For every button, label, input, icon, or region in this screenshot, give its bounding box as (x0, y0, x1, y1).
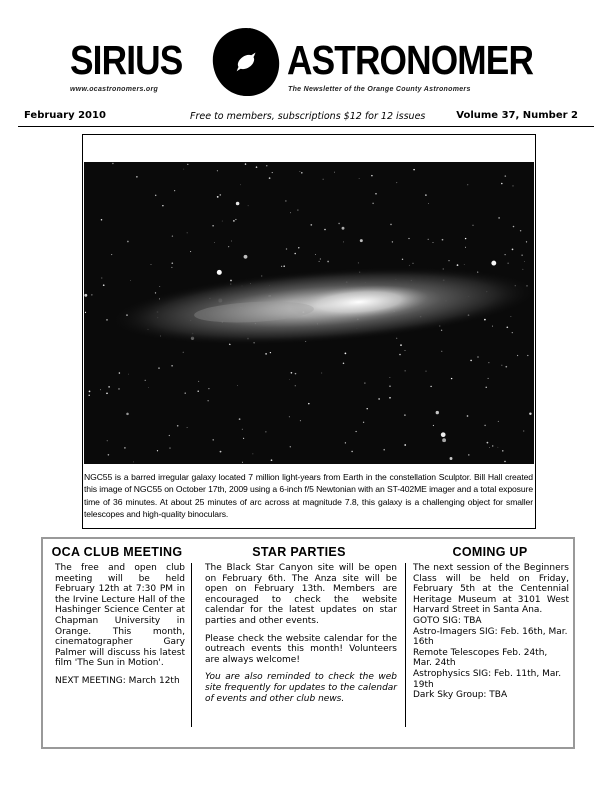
star (159, 286, 160, 287)
star (84, 294, 87, 297)
photo-caption: NGC55 is a barred irregular galaxy located 7 million light-years from Earth in the constellation Sculptor. Bill Hall created this image of NGC55 on October 17th, 2009 using a 6-inch f/5 Newtonian with an ST-402ME imager and a total exposure time of 36 minutes. At about 25 minutes of arc across at magnitude 7.8, this galaxy is a challenging object for smaller telescopes and high-quality binoculars. (84, 472, 533, 520)
star (217, 170, 218, 171)
star (511, 316, 512, 317)
star (162, 205, 163, 206)
issue-volume: Volume 37, Number 2 (456, 110, 578, 121)
star (498, 217, 500, 219)
star (488, 362, 489, 363)
star-parties-text-1: The Black Star Canyon site will be open on February 6th. The Anza site will be open on February 13th. Members are encouraged to check the website calendar for the latest updates on star parties and other events. (205, 563, 397, 626)
star (290, 446, 291, 447)
star (405, 350, 406, 351)
star (212, 225, 214, 227)
star (517, 355, 518, 356)
star (245, 163, 246, 164)
star (428, 239, 429, 240)
star (375, 193, 377, 195)
star (351, 451, 352, 452)
star (390, 377, 391, 378)
star (477, 356, 478, 357)
star (359, 178, 360, 179)
star (465, 238, 466, 239)
star (358, 262, 359, 263)
events-box (41, 537, 575, 749)
star (124, 447, 126, 449)
event-item: Astro-Imagers SIG: Feb. 16th, Mar. 16th (413, 626, 568, 648)
star (308, 403, 310, 405)
star (106, 392, 108, 394)
star (442, 438, 446, 442)
star (505, 175, 506, 176)
star (315, 254, 316, 255)
star (343, 363, 345, 365)
star (301, 172, 303, 174)
star (107, 440, 108, 441)
star (432, 242, 433, 243)
star (433, 425, 434, 426)
star (505, 366, 507, 368)
star (265, 431, 266, 432)
website-url: www.ocastronomers.org (70, 86, 159, 93)
subscription-price: Free to members, subscriptions $12 for 12 issues (190, 111, 426, 122)
star (157, 450, 158, 451)
star (133, 462, 134, 463)
star (489, 447, 490, 448)
star (396, 338, 397, 339)
star (214, 242, 215, 243)
star (502, 365, 503, 366)
star (128, 374, 129, 375)
star (119, 372, 121, 374)
star (242, 462, 243, 463)
star (197, 391, 198, 392)
star (513, 226, 515, 228)
star (321, 373, 322, 374)
photo-frame (82, 134, 536, 529)
star (300, 420, 301, 421)
star (208, 400, 209, 401)
star (338, 223, 339, 224)
galaxy-photo (84, 162, 534, 464)
star (451, 378, 452, 379)
club-meeting-column (43, 539, 191, 747)
star (526, 241, 527, 242)
star (103, 284, 105, 286)
club-meeting-text: The free and open club meeting will be held February 12th at 7:30 PM in the Irvine Lecture Hall of the Hashinger Science Center at Chapman University in Orange. This month, cinematographer Gary Palmer will discuss his latest film 'The Sun in Motion'. (55, 563, 185, 669)
star (297, 210, 298, 211)
star (404, 414, 406, 416)
star (487, 442, 489, 444)
star (270, 352, 271, 353)
star (465, 247, 466, 248)
star (324, 229, 326, 231)
club-meeting-body (55, 563, 185, 694)
star (520, 230, 521, 231)
event-item: Remote Telescopes Feb. 24th, Mar. 24th (413, 647, 548, 669)
star (310, 224, 312, 226)
star (484, 425, 486, 427)
star (408, 238, 409, 239)
star (126, 413, 129, 416)
star (177, 425, 179, 427)
star (231, 241, 232, 242)
star (169, 435, 170, 436)
star (155, 195, 156, 196)
star (112, 163, 113, 164)
star (271, 459, 273, 461)
star (239, 418, 241, 420)
star (289, 416, 290, 417)
star (100, 389, 101, 390)
star (402, 259, 403, 260)
star (383, 449, 385, 451)
star (213, 439, 214, 440)
swirl-logo-icon (207, 24, 285, 100)
star (527, 355, 528, 356)
star (436, 411, 439, 414)
star (492, 326, 493, 327)
star (441, 330, 442, 331)
star (521, 255, 522, 256)
star (240, 184, 241, 185)
event-item: Dark Sky Group: TBA (413, 690, 508, 701)
star (464, 264, 465, 265)
star (106, 319, 107, 320)
star (523, 269, 524, 270)
club-meeting-title: OCA CLUB MEETING (51, 545, 183, 559)
star (266, 165, 267, 166)
star (253, 454, 254, 455)
star (88, 395, 89, 396)
star (501, 183, 503, 185)
star (364, 383, 365, 384)
star (219, 194, 221, 196)
star (171, 365, 173, 367)
star (392, 241, 393, 242)
star (172, 235, 173, 236)
issue-bar (18, 110, 594, 127)
star (127, 241, 129, 243)
star (371, 175, 373, 177)
star (300, 171, 301, 172)
star (244, 255, 248, 259)
star (363, 422, 364, 423)
star (413, 169, 415, 171)
star (294, 253, 296, 255)
star (145, 380, 146, 381)
star (283, 265, 285, 267)
star (450, 457, 453, 460)
star (390, 224, 392, 226)
star (237, 385, 238, 386)
star (111, 254, 112, 255)
star (488, 378, 489, 379)
masthead-title-left: SIRIUS (70, 37, 183, 83)
star (327, 261, 329, 263)
star (217, 270, 222, 275)
star (470, 360, 472, 362)
star (91, 294, 92, 295)
star (101, 219, 103, 221)
star (513, 185, 514, 186)
star (343, 241, 344, 242)
issue-date: February 2010 (24, 110, 106, 121)
star (298, 247, 299, 248)
star-parties-body (205, 563, 397, 711)
star (498, 421, 499, 422)
star (441, 432, 446, 437)
star (130, 280, 131, 281)
beginners-class-text: The next session of the Beginners Class will be held on Friday, February 5th at the Centennial Heritage Museum at 3101 West Harvard Street in Santa Ana. (413, 563, 569, 616)
star (169, 448, 170, 449)
star (430, 386, 431, 387)
star (285, 200, 286, 201)
star (504, 254, 505, 255)
star (512, 332, 513, 333)
star (101, 277, 102, 278)
star (396, 182, 397, 183)
star (174, 190, 175, 191)
coming-up-body (413, 563, 569, 701)
star (412, 263, 413, 264)
star (405, 370, 406, 371)
star (148, 387, 149, 388)
star (428, 203, 429, 204)
star (222, 221, 223, 222)
star (187, 164, 188, 165)
star (529, 412, 531, 414)
star (506, 326, 508, 328)
star (319, 261, 320, 262)
star (118, 388, 120, 390)
star (524, 261, 525, 262)
star-parties-text-3: You are also reminded to check the web site frequently for updates to the calendar of events and other club news. (205, 672, 397, 704)
star (372, 203, 373, 204)
star (345, 442, 346, 443)
star (136, 176, 137, 177)
coming-up-column (407, 539, 573, 747)
coming-up-title: COMING UP (452, 545, 528, 559)
star (473, 225, 474, 226)
star (185, 393, 186, 394)
star (320, 259, 321, 260)
column-divider (191, 563, 192, 727)
star (265, 353, 267, 355)
star (289, 379, 290, 380)
star (108, 454, 110, 456)
star (389, 385, 390, 386)
star (441, 351, 442, 352)
star (286, 248, 287, 249)
star (334, 172, 335, 173)
star (151, 264, 152, 265)
star (486, 387, 487, 388)
star (269, 177, 271, 179)
star (457, 264, 459, 266)
star (502, 450, 503, 451)
star (425, 194, 427, 196)
star (512, 249, 514, 251)
star (467, 184, 468, 185)
star (272, 172, 273, 173)
star (89, 391, 91, 393)
column-divider (405, 563, 406, 727)
star (508, 263, 509, 264)
star-parties-title: STAR PARTIES (252, 545, 346, 559)
star (467, 415, 469, 417)
star (404, 444, 406, 446)
star (425, 371, 426, 372)
star (242, 429, 243, 430)
star (491, 261, 496, 266)
star (108, 386, 110, 388)
masthead (68, 24, 548, 100)
star (236, 202, 240, 206)
star (256, 166, 258, 168)
star (291, 372, 293, 374)
next-meeting-text: NEXT MEETING: March 12th (55, 675, 180, 686)
star (295, 373, 297, 375)
newsletter-tagline: The Newsletter of the Orange County Astronomers (288, 86, 471, 93)
star (190, 251, 191, 252)
star (290, 212, 291, 213)
star (295, 385, 296, 386)
star (399, 354, 401, 356)
star (323, 179, 324, 180)
star (184, 169, 185, 170)
star (504, 461, 505, 462)
star (448, 260, 449, 261)
star (155, 292, 156, 293)
star (187, 233, 188, 234)
star (378, 398, 379, 399)
star (158, 367, 160, 369)
star (243, 438, 244, 439)
star (360, 239, 363, 242)
star (187, 427, 188, 428)
star (208, 388, 209, 389)
star (248, 205, 249, 206)
star (400, 344, 402, 346)
star (220, 451, 222, 453)
star (409, 265, 410, 266)
star (281, 266, 282, 267)
star (442, 239, 444, 241)
star (235, 219, 236, 220)
star (356, 431, 357, 432)
event-item: Astrophysics SIG: Feb. 11th, Mar. 19th (413, 668, 562, 690)
star (345, 353, 347, 355)
star (389, 397, 391, 399)
star (468, 454, 470, 456)
star (171, 262, 173, 264)
star-parties-column (193, 539, 405, 747)
masthead-title-right: ASTRONOMER (287, 37, 534, 83)
star (217, 196, 219, 198)
star (198, 381, 199, 382)
event-item: GOTO SIG: TBA (413, 615, 482, 626)
star (228, 246, 229, 247)
star (171, 267, 172, 268)
star (498, 447, 499, 448)
star (366, 408, 367, 409)
star-parties-text-2: Please check the website calendar for the outreach events this month! Volunteers are always welcome! (205, 633, 397, 665)
star (523, 431, 524, 432)
star (233, 220, 235, 222)
star (342, 227, 345, 230)
star (492, 445, 493, 446)
star (183, 352, 184, 353)
star (85, 312, 86, 313)
